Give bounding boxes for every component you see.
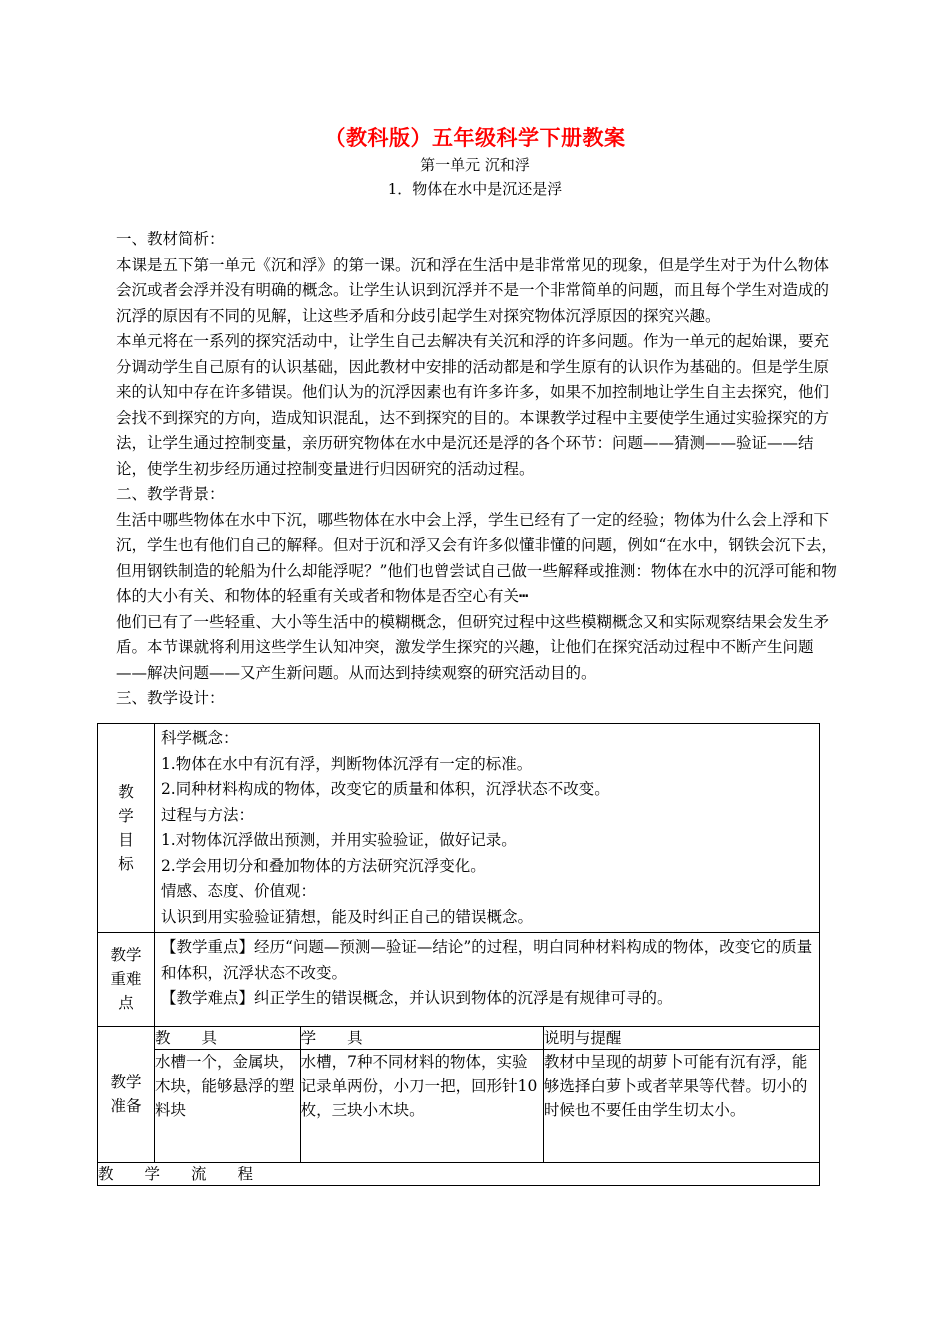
keypoints-label: 教学重难点 [98,933,155,1027]
notes-cell: 教材中呈现的胡萝卜可能有沉有浮，能够选择白萝卜或者苹果等代替。切小的时候也不要任由学生切太小。 [543,1049,819,1162]
goals-line: 1.物体在水中有沉有浮，判断物体沉浮有一定的标准。 [160,754,533,773]
body-sections [116,227,838,712]
keypoints-content [154,933,819,1027]
teacher-tools-cell: 水槽一个，金属块，木块，能够悬浮的塑料块 [154,1049,300,1162]
lesson-heading: 1．物体在水中是沉还是浮 [387,180,563,198]
teaching-flow-heading: 教 学 流 程 [98,1162,820,1185]
prep-label: 教学准备 [98,1026,155,1162]
document-title: （教科版）五年级科学下册教案 [324,125,626,150]
analysis-paragraph-2: 本单元将在一系列的探究活动中，让学生自己去解决有关沉和浮的许多问题。作为一单元的起始课，要充分调动学生自己原有的认识基础，因此教材中安排的活动都是和学生原有的认识作为基础的。但是学生原来的认知中存在许多错误。他们认为的沉浮因素也有许多许多，如果不加控制地让学生自主去探究，他们会找不到探究的方向，造成知识混乱，达不到探究的目的。本课教学过程中主要使学生通过实验探究的方法，让学生通过控制变量，亲历研究物体在水中是沉还是浮的各个环节：问题——猜测——验证——结论，使学生初步经历通过控制变量进行归因研究的活动过程。 [116,332,830,478]
unit-heading: 第一单元 沉和浮 [420,156,530,174]
goals-line: 2.同种材料构成的物体，改变它的质量和体积，沉浮状态不改变。 [160,780,610,798]
background-paragraph-2: 他们已有了一些轻重、大小等生活中的模糊概念，但研究过程中这些模糊概念又和实际观察结果会发生矛盾。本节课就将利用这些学生认知冲突，激发学生探究的兴趣，让他们在探究活动过程中不断产生问题——解决问题——又产生新问题。从而达到持续观察的研究活动目的。 [116,612,830,682]
goals-line: 1.对物体沉浮做出预测，并用实验验证，做好记录。 [160,831,517,849]
goals-line: 2.学会用切分和叠加物体的方法研究沉浮变化。 [160,856,486,875]
analysis-paragraph-1: 本课是五下第一单元《沉和浮》的第一课。沉和浮在生活中是非常常见的现象，但是学生对于为什么物体会沉或者会浮并没有明确的概念。让学生认识到沉浮并不是一个非常简单的问题，而且每个学生对造成的沉浮的原因有不同的见解，让这些矛盾和分歧引起学生对探究物体沉浮原因的探究兴趣。 [116,255,830,325]
goals-label: 教学目标 [98,724,155,933]
difficult-point: 【教学难点】纠正学生的错误概念，并认识到物体的沉浮是有规律可寻的。 [160,989,673,1007]
keypoints-row [98,933,820,1027]
student-tools-header: 学 具 [300,1026,543,1049]
prep-content-row [98,1049,820,1162]
goals-row [98,724,820,933]
section-heading-background: 二、教学背景： [116,485,225,503]
section-heading-analysis: 一、教材简析： [116,230,225,248]
section-heading-design: 三、教学设计： [116,689,225,707]
prep-header-row [98,1026,820,1049]
flow-row [98,1162,820,1185]
goals-line: 科学概念： [160,729,239,747]
teaching-design-table [97,723,820,1186]
background-paragraph-1: 生活中哪些物体在水中下沉，哪些物体在水中会上浮，学生已经有了一定的经验；物体为什么会上浮和下沉，学生也有他们自己的解释。但对于沉和浮又会有许多似懂非懂的问题，例如“在水中，钢铁会沉下去，但用钢铁制造的轮船为什么却能浮呢？”他们也曾尝试自己做一些解释或推测：物体在水中的沉浮可能和物体的大小有关、和物体的轻重有关或者和物体是否空心有关┅ [116,510,837,605]
key-point: 【教学重点】经历“问题—预测—验证—结论”的过程，明白同种材料构成的物体，改变它的质量和体积，沉浮状态不改变。 [160,938,813,982]
goals-line: 过程与方法： [160,805,254,824]
goals-content [154,724,819,933]
student-tools-cell: 水槽，7种不同材料的物体，实验记录单两份，小刀一把，回形针10枚，三块小木块。 [300,1049,543,1162]
goals-line: 情感、态度、价值观： [160,882,316,900]
notes-header: 说明与提醒 [543,1026,819,1049]
goals-line: 认识到用实验验证猜想，能及时纠正自己的错误概念。 [160,907,533,926]
teacher-tools-header: 教 具 [154,1026,300,1049]
